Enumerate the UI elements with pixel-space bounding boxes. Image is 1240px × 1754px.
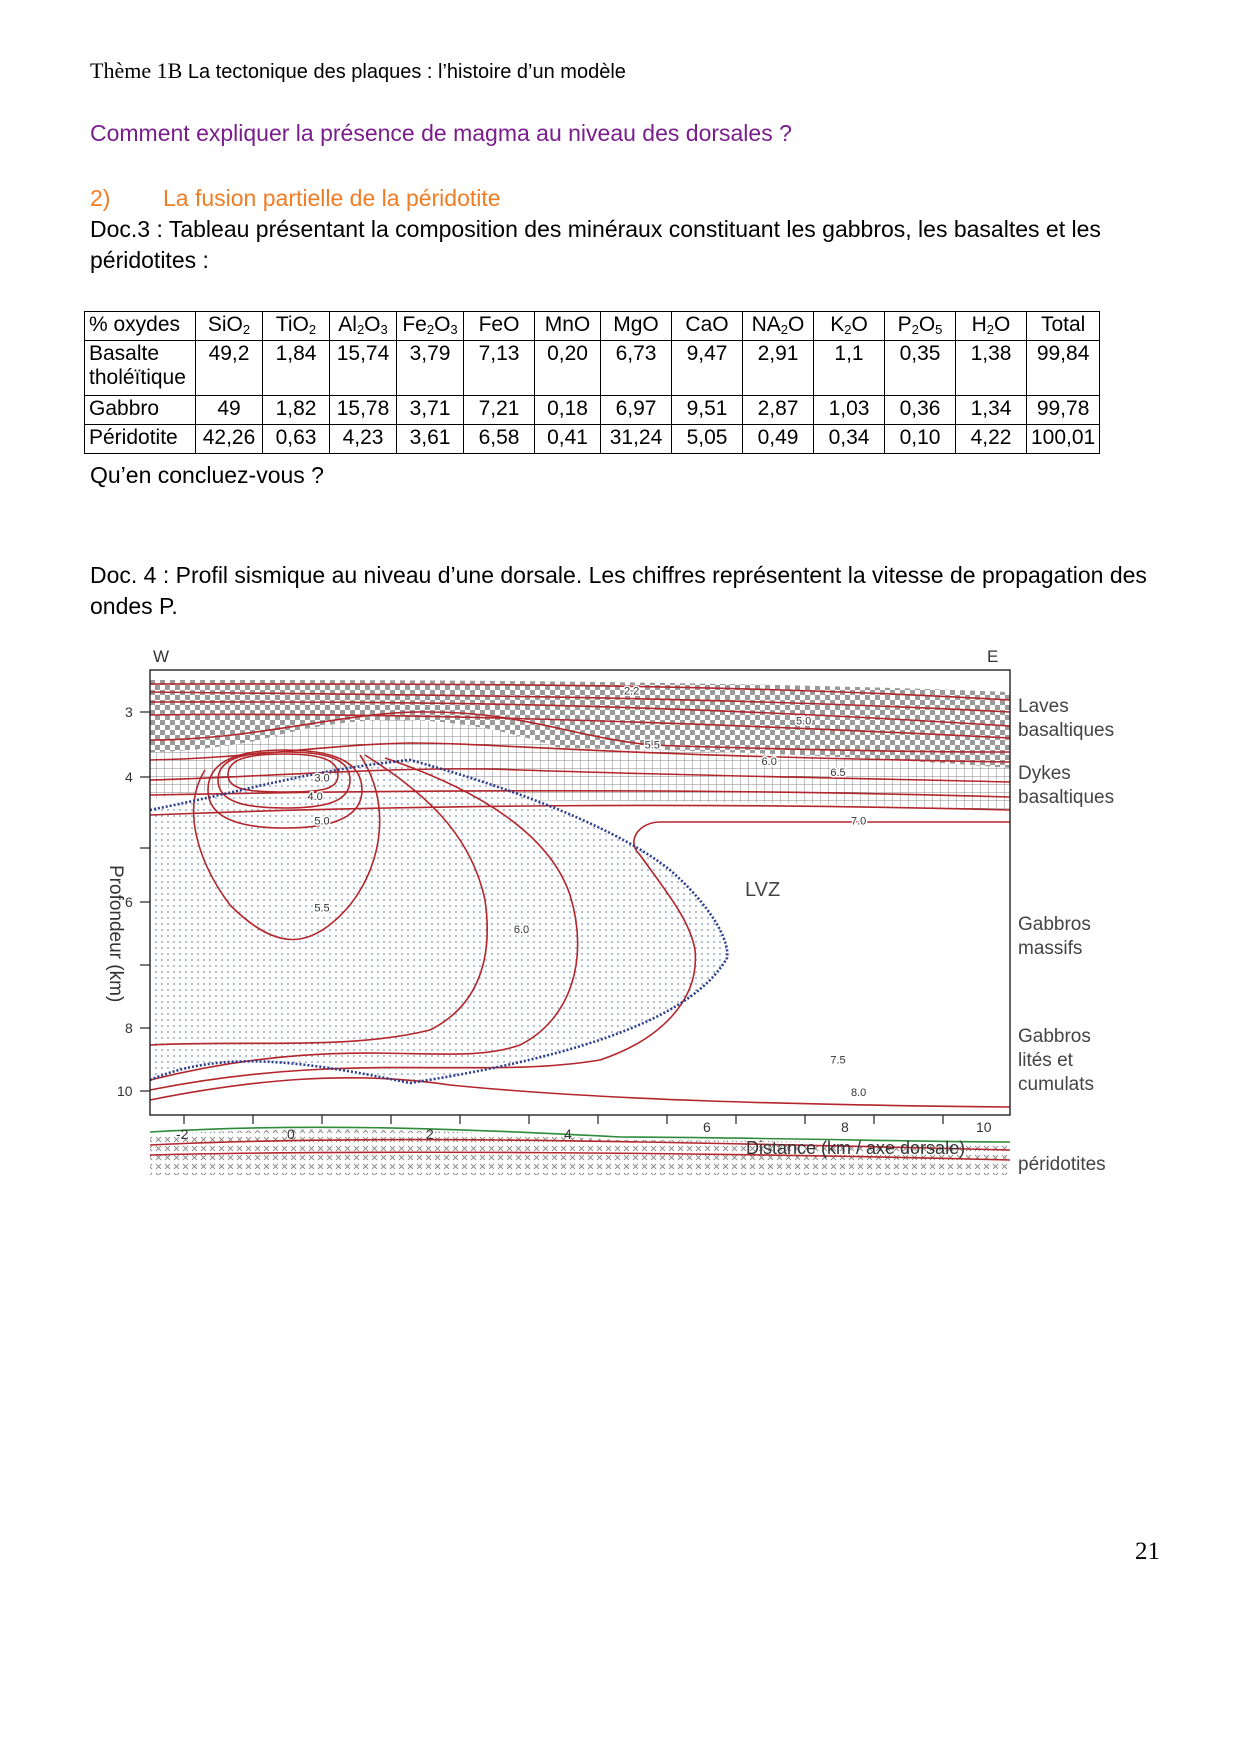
- table-cell: 1,34: [956, 396, 1027, 425]
- y-tick-label: 3: [125, 704, 133, 720]
- layer-label: péridotites: [1018, 1154, 1106, 1175]
- guiding-question: Comment expliquer la présence de magma au niveau des dorsales ?: [90, 120, 792, 146]
- table-cell: 49: [196, 396, 263, 425]
- header-cell: MgO: [601, 312, 672, 341]
- header-cell: CaO: [672, 312, 743, 341]
- table-cell: 4,23: [330, 425, 397, 454]
- layer-label: Gabbros massifs: [1018, 914, 1091, 959]
- composition-table: [84, 311, 1100, 454]
- table-cell: 2,91: [743, 341, 814, 396]
- table-cell: 1,1: [814, 341, 885, 396]
- table-header-row: [85, 312, 1100, 341]
- page-header: [90, 58, 626, 84]
- header-cell: TiO$_2$: [263, 312, 330, 341]
- page-number: 21: [1135, 1538, 1160, 1565]
- contour-value-label: 5.5: [644, 739, 660, 752]
- table-cell: 0,20: [535, 341, 601, 396]
- x-tick-label: 10: [976, 1119, 992, 1135]
- row-label: Gabbro: [85, 396, 196, 425]
- contour-value-label: 3.0: [314, 772, 330, 785]
- table-cell: 31,24: [601, 425, 672, 454]
- table-cell: 100,01: [1027, 425, 1100, 454]
- table-cell: 15,78: [330, 396, 397, 425]
- header-cell: MnO: [535, 312, 601, 341]
- table-cell: 0,63: [263, 425, 330, 454]
- contour-value-label: 6.0: [761, 755, 777, 768]
- x-tick-label: 0: [287, 1126, 295, 1142]
- contour-value-label: 7.5: [830, 1054, 846, 1067]
- table-cell: 9,51: [672, 396, 743, 425]
- east-label: E: [987, 647, 999, 666]
- conclusion-prompt: Qu’en concluez-vous ?: [90, 462, 324, 488]
- header-cell: $K_2O$: [814, 312, 885, 341]
- table-cell: 3,79: [397, 341, 464, 396]
- table-cell: 99,78: [1027, 396, 1100, 425]
- layer-label: Dykes basaltiques: [1018, 763, 1115, 808]
- header-cell: Total: [1027, 312, 1100, 341]
- contour-value-label: 5.0: [795, 715, 812, 728]
- seismic-profile-chart: [100, 640, 1140, 1320]
- header-cell: $P_2O_5$: [885, 312, 956, 341]
- table-cell: 4,22: [956, 425, 1027, 454]
- x-tick-label: 8: [841, 1119, 849, 1135]
- table-cell: 0,18: [535, 396, 601, 425]
- table-cell: 1,03: [814, 396, 885, 425]
- table-cell: 3,61: [397, 425, 464, 454]
- y-tick-label: 8: [125, 1020, 133, 1036]
- y-tick-label: 6: [125, 894, 133, 910]
- doc4-caption: Doc. 4 : Profil sismique au niveau d’une dorsale. Les chiffres représentent la vitesse de propagation des ondes P.: [90, 562, 1147, 619]
- x-axis-label: Distance (km / axe dorsale): [746, 1138, 966, 1158]
- west-label: W: [153, 647, 170, 666]
- theme-label: Thème 1B: [90, 58, 183, 83]
- section-title: La fusion partielle de la péridotite: [163, 185, 501, 211]
- table-cell: 6,73: [601, 341, 672, 396]
- table-cell: 99,84: [1027, 341, 1100, 396]
- x-tick-label: 2: [426, 1126, 434, 1142]
- contour-line: [150, 1078, 1010, 1107]
- table-cell: 0,49: [743, 425, 814, 454]
- section-number: 2): [90, 185, 111, 211]
- table-cell: 2,87: [743, 396, 814, 425]
- theme-title: La tectonique des plaques : l’histoire d’un modèle: [187, 61, 626, 83]
- y-tick-label: 4: [125, 769, 133, 785]
- contour-value-label: 8.0: [850, 1087, 867, 1100]
- contour-value-label: 4.0: [307, 791, 323, 804]
- table-cell: 3,71: [397, 396, 464, 425]
- table-cell: 7,13: [464, 341, 535, 396]
- layer-labels: [1018, 696, 1114, 1175]
- table-row: [85, 341, 1100, 396]
- table-cell: 6,58: [464, 425, 535, 454]
- header-cell: $H_2O$: [956, 312, 1027, 341]
- table-cell: 6,97: [601, 396, 672, 425]
- section-heading: [90, 185, 501, 212]
- contour-value-label: 7.0: [850, 815, 867, 828]
- row-label: Péridotite: [85, 425, 196, 454]
- table-cell: 42,26: [196, 425, 263, 454]
- x-tick-label: 6: [703, 1119, 711, 1135]
- table-cell: 7,21: [464, 396, 535, 425]
- table-cell: 0,34: [814, 425, 885, 454]
- table-row: [85, 396, 1100, 425]
- table-cell: 5,05: [672, 425, 743, 454]
- header-cell: % oxydes: [85, 312, 196, 341]
- header-cell: SiO$_2$: [196, 312, 263, 341]
- header-cell: $Al_2O_3$: [330, 312, 397, 341]
- header-cell: $NA_2O$: [743, 312, 814, 341]
- layer-label: Gabbros lités et cumulats: [1018, 1026, 1095, 1095]
- table-cell: 49,2: [196, 341, 263, 396]
- header-cell: $Fe_2O_3$: [397, 312, 464, 341]
- table-cell: 0,36: [885, 396, 956, 425]
- contour-value-label: 6.0: [513, 924, 530, 937]
- x-tick-label: -2: [176, 1126, 189, 1142]
- table-cell: 0,41: [535, 425, 601, 454]
- table-cell: 15,74: [330, 341, 397, 396]
- lvz-fill: [150, 760, 727, 1083]
- header-cell: FeO: [464, 312, 535, 341]
- table-cell: 1,38: [956, 341, 1027, 396]
- x-tick-label: 4: [564, 1126, 572, 1142]
- table-cell: 1,84: [263, 341, 330, 396]
- table-cell: 1,82: [263, 396, 330, 425]
- lvz-label: LVZ: [745, 879, 781, 901]
- table-cell: 0,35: [885, 341, 956, 396]
- contour-value-label: 5.5: [314, 902, 330, 915]
- y-axis-label: Profondeur (km): [105, 865, 126, 1003]
- table-cell: 0,10: [885, 425, 956, 454]
- table-cell: 9,47: [672, 341, 743, 396]
- contour-value-label: 5.0: [314, 815, 330, 828]
- table-row: [85, 425, 1100, 454]
- layer-label: Laves basaltiques: [1018, 696, 1115, 741]
- contour-value-label: 6.5: [830, 766, 846, 779]
- row-label: Basalte tholéïtique: [85, 341, 196, 396]
- doc3-caption: Doc.3 : Tableau présentant la composition des minéraux constituant les gabbros, les basaltes et les péridotites :: [90, 216, 1101, 273]
- y-tick-label: 10: [117, 1083, 133, 1099]
- contour-value-label: 2.2: [623, 685, 640, 698]
